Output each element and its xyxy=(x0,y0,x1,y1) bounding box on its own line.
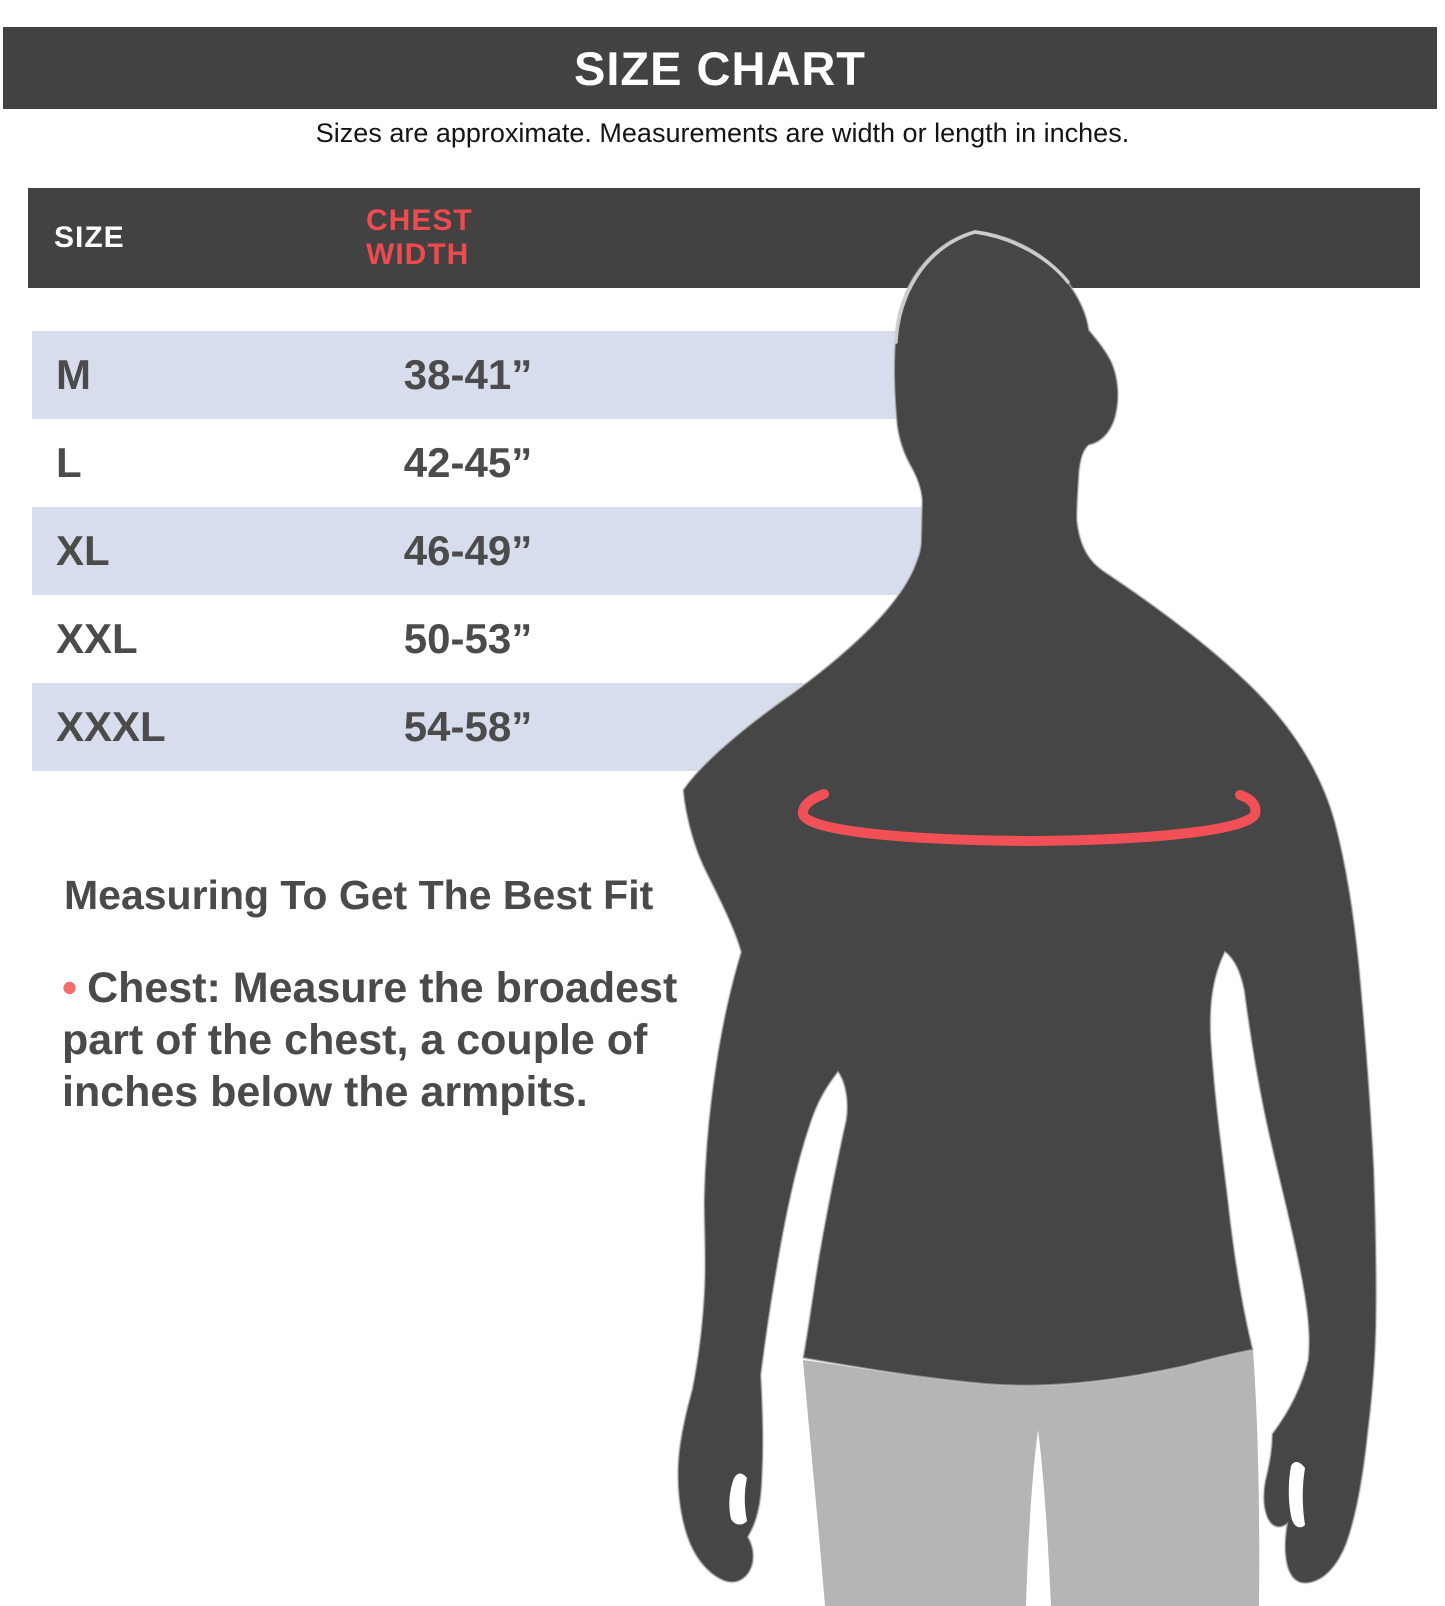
size-cell: XL xyxy=(56,527,110,574)
title-bar xyxy=(3,27,1437,109)
right-hand-gap xyxy=(1289,1462,1305,1527)
measuring-heading: Measuring To Get The Best Fit xyxy=(64,872,654,918)
chest-width-cell: 38-41” xyxy=(403,351,533,398)
bullet-icon: • xyxy=(62,964,78,1012)
chest-width-cell: 46-49” xyxy=(403,527,533,574)
chest-measure-line-icon xyxy=(803,794,1256,841)
chest-width-cell: 42-45” xyxy=(403,439,533,486)
size-cell: L xyxy=(56,439,82,486)
size-table-header xyxy=(28,188,1420,288)
size-cell: XXL xyxy=(56,615,138,662)
column-header-chest-width: CHEST WIDTH xyxy=(366,204,473,271)
table-row-xl xyxy=(32,507,962,595)
pants-shape xyxy=(803,1350,1259,1606)
measuring-bullet-text: Chest: Measure the broadest part of the chest, a couple of inches below the armpits. xyxy=(62,964,678,1116)
chest-width-cell: 50-53” xyxy=(403,615,533,662)
chest-width-cell: 54-58” xyxy=(403,703,533,750)
size-cell: M xyxy=(56,351,91,398)
table-row-xxl xyxy=(32,595,962,683)
measuring-bullet-item xyxy=(62,962,712,1118)
size-chart-table xyxy=(32,331,962,771)
subtitle: Sizes are approximate. Measurements are width or length in inches. xyxy=(315,118,1130,148)
column-header-size: SIZE xyxy=(54,221,125,254)
table-row-l xyxy=(32,419,962,507)
table-row-m xyxy=(32,331,962,419)
table-row-xxxl xyxy=(32,683,962,771)
size-cell: XXXL xyxy=(56,703,166,750)
page-title: SIZE CHART xyxy=(574,41,866,95)
left-hand-gap xyxy=(729,1474,747,1525)
